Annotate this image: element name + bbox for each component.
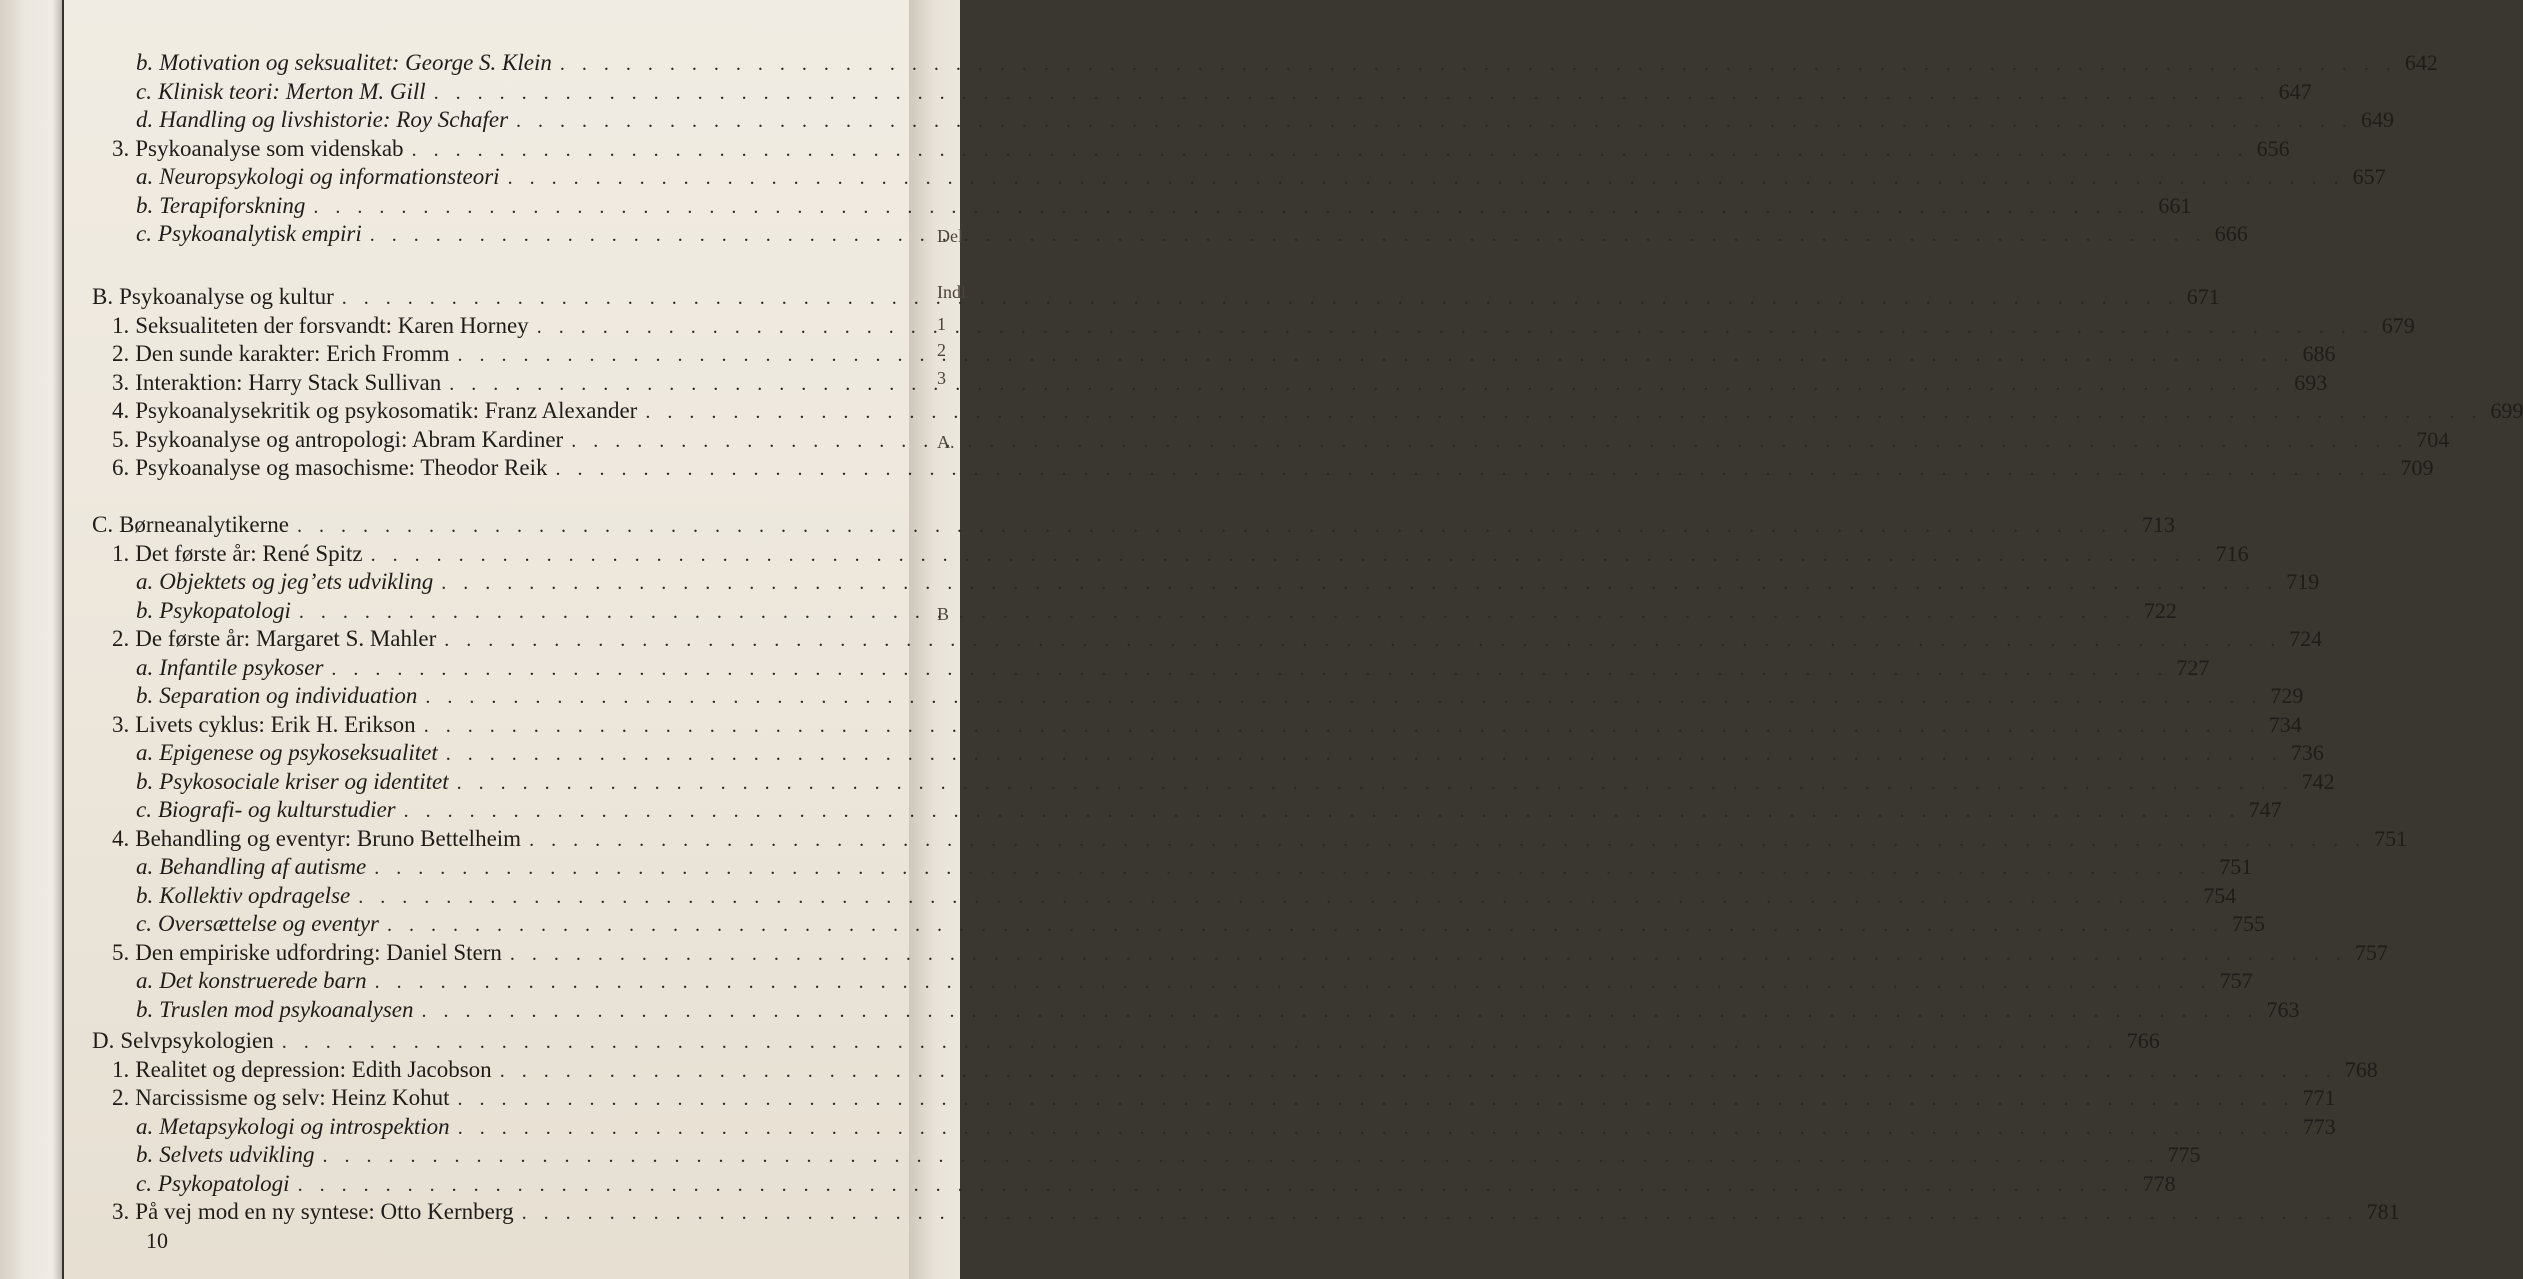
dot-leader [299,601,2136,624]
toc-entry-title: Interaktion: Harry Stack Sullivan [135,369,442,395]
toc-entry-number: b. [136,768,154,794]
toc-entry-page: 766 [2126,1028,2160,1053]
toc-entry-number: D. [92,1028,115,1053]
toc-entry [92,825,2408,855]
toc-entry-number: 3. [112,369,130,395]
toc-entry-title: Livets cyklus: Erik H. Erikson [135,711,416,737]
dot-leader [375,971,2212,994]
toc-entry-number: a. [136,569,154,594]
toc-section [92,1028,2400,1228]
dot-leader [458,1117,2295,1140]
toc-entry-title: Det første år: René Spitz [135,540,363,566]
toc-entry-number: 3. [112,135,130,161]
toc-entry-number: C. [92,512,114,537]
toc-entry [92,911,2265,940]
toc-entry-page: 657 [2352,164,2386,189]
toc-entry-title: Narcissisme og selv: Heinz Kohut [135,1085,450,1110]
toc-entry-page: 771 [2302,1085,2336,1110]
dot-leader [412,139,2249,162]
toc-entry-number: a. [136,740,154,765]
toc-entry [92,192,2192,222]
dot-leader [298,1174,2135,1197]
toc-entry [92,939,2388,969]
toc-entry-title: Neuropsykologi og informationsteori [159,164,500,189]
dot-leader [424,715,2261,738]
toc-entry-page: 773 [2302,1113,2336,1139]
toc-entry-number: b. [136,882,154,908]
right-page-fragment: B [937,604,950,624]
toc-entry-number: d. [136,107,154,132]
dot-leader [387,914,2224,937]
toc-entry [92,1113,2336,1143]
dot-leader [446,743,2283,766]
toc-entry [92,654,2210,684]
toc-entry-title: Selvets udvikling [159,1142,315,1167]
dot-leader [370,224,2207,247]
toc-entry-title: Epigenese og psykoseksualitet [159,740,438,765]
toc-entry-title: Kollektiv opdragelse [159,882,351,908]
toc-entry [92,882,2237,912]
dot-leader [434,82,2271,105]
toc-entry-page: 757 [2219,968,2253,993]
toc-entry-page: 656 [2256,135,2290,161]
toc-entry-page: 757 [2354,939,2388,965]
right-page-fragment: Del [937,226,963,246]
toc-entry [92,1142,2201,1171]
dot-leader [404,800,2241,823]
toc-entry-title: Psykopatologi [157,1170,290,1196]
toc-entry [92,569,2320,598]
dot-leader [282,1031,2119,1054]
right-page-fragment: 2 [937,340,946,360]
toc-entry [92,968,2253,997]
toc-entry-title: Børneanalytikerne [119,512,289,537]
toc-entry-title: Handling og livshistorie: Roy Schafer [159,107,509,132]
toc-entry-title: Psykoanalyse og kultur [119,284,334,309]
toc-entry-number: b. [136,192,154,218]
toc-entry-page: 661 [2158,192,2192,218]
toc-entry-page: 719 [2286,569,2320,594]
dot-leader [556,458,2393,481]
toc-entry-number: 5. [112,426,130,452]
toc-entry-number: 4. [112,825,130,851]
toc-entry-number: 3. [112,711,130,737]
toc-entry-page: 755 [2231,911,2265,936]
toc-entry-number: c. [136,78,152,104]
toc-entry-page: 734 [2268,711,2302,737]
toc-entry-page: 751 [2219,854,2253,879]
toc-entry-title: Psykoanalyse og antropologi: Abram Kardiner [135,426,564,452]
toc-entry-title: Objektets og jeg’ets udvikling [159,569,434,594]
toc-entry-page: 742 [2301,768,2335,794]
toc-entry-number: 2. [112,341,130,366]
toc-entry-number: c. [136,797,152,822]
toc-entry [92,1028,2160,1057]
toc-entry-number: a. [136,1113,154,1139]
dot-leader [322,1145,2159,1168]
toc-entry-page: 781 [2366,1199,2400,1224]
toc-entry-page: 709 [2400,455,2434,480]
toc-entry-number: 1. [112,312,130,338]
dot-leader [529,829,2366,852]
toc-entry [92,854,2253,883]
dot-leader [571,430,2408,453]
toc-entry-page: 693 [2294,369,2328,395]
toc-entry-page: 722 [2143,597,2177,623]
toc-entry-page: 775 [2167,1142,2201,1167]
toc-entry-title: Realitet og depression: Edith Jacobson [135,1056,492,1082]
dot-leader [422,1000,2259,1023]
toc-entry-title: Separation og individuation [159,683,418,708]
toc-entry-title: Selvpsykologien [120,1028,274,1053]
dot-leader [508,167,2345,190]
page-number: 10 [146,1228,168,1253]
toc-entry-title: Biografi- og kulturstudier [157,797,396,822]
toc-entry-number: a. [136,854,154,879]
toc-entry-number: 2. [112,626,130,651]
toc-entry-page: 716 [2215,540,2249,566]
toc-entry [92,312,2415,342]
toc-entry-number: b. [136,1142,154,1167]
toc-entry-page: 751 [2374,825,2408,851]
toc-entry-number: a. [136,164,154,189]
toc-entry-title: Det konstruerede barn [159,968,367,993]
toc-entry [92,164,2386,193]
toc-entry [92,426,2450,456]
dot-leader [358,886,2195,909]
toc-entry-number: B. [92,284,114,309]
toc-entry-number: a. [136,654,154,680]
toc-entry-number: b. [136,996,154,1022]
toc-entry-number: c. [136,221,152,246]
toc-entry-title: Klinisk teori: Merton M. Gill [157,78,426,104]
dot-leader [458,344,2295,367]
toc-entry-title: Metapsykologi og introspektion [159,1113,450,1139]
toc-entry-title: Psykoanalyse som videnskab [135,135,404,161]
toc-entry-title: Psykoanalyse og masochisme: Theodor Reik [135,455,548,480]
toc-entry [92,107,2395,136]
toc-entry [92,50,2438,79]
dot-leader [516,110,2353,133]
toc-entry [92,797,2282,826]
right-page-fragment: A. [937,432,955,452]
toc-entry [92,512,2175,541]
dot-leader [425,686,2262,709]
toc-entry [92,398,2523,427]
toc-entry-number: b. [136,597,154,623]
toc-entry-number: b. [136,50,154,75]
toc-entry-page: 727 [2176,654,2210,680]
toc-entry-number: 4. [112,398,130,423]
toc-entry-number: c. [136,911,152,936]
toc-entry-page: 747 [2248,797,2282,822]
right-page-fragment: 1 [937,314,946,334]
toc-entry [92,1170,2176,1200]
dot-leader [457,772,2294,795]
toc-entry-title: Infantile psykoser [159,654,324,680]
toc-entry-title: De første år: Margaret S. Mahler [135,626,437,651]
dot-leader [441,572,2278,595]
toc-entry-title: På vej mod en ny syntese: Otto Kernberg [135,1199,514,1224]
toc-entry [92,683,2304,712]
toc-entry-page: 642 [2404,50,2438,75]
dot-leader [522,1202,2359,1225]
toc-entry [92,1199,2400,1228]
toc-entry-page: 666 [2214,221,2248,246]
toc-entry-page: 647 [2278,78,2312,104]
toc-entry [92,1056,2378,1086]
toc-entry-title: Seksualiteten der forsvandt: Karen Horney [135,312,529,338]
toc-entry-page: 649 [2361,107,2395,132]
toc-entry-title: Terapiforskning [159,192,306,218]
toc-entry [92,135,2290,165]
dot-leader [449,373,2286,396]
toc-entry-page: 763 [2266,996,2300,1022]
toc-entry-title: Motivation og seksualitet: George S. Klein [159,50,552,75]
toc-entry-title: Den sunde karakter: Erich Fromm [135,341,450,366]
dot-leader [371,544,2208,567]
toc-entry [92,626,2323,655]
dot-leader [297,515,2134,538]
toc-entry-number: 1. [112,1056,130,1082]
dot-leader [458,1088,2295,1111]
toc-entry-number: 2. [112,1085,130,1110]
toc-entry-title: Psykosociale kriser og identitet [159,768,449,794]
toc-entry-number: c. [136,1170,152,1196]
toc-entry-page: 768 [2344,1056,2378,1082]
toc-entry-page: 704 [2416,426,2450,452]
dot-leader [560,53,2397,76]
toc-entry-page: 686 [2302,341,2336,366]
dot-leader [537,316,2374,339]
toc-entry-number: b. [136,683,154,708]
toc-entry-page: 736 [2290,740,2324,765]
toc-entry [92,455,2434,484]
dot-leader [313,196,2150,219]
right-page-fragment: 3 [937,368,946,388]
dot-leader [342,287,2179,310]
right-page-fragment: Indl [937,282,966,302]
toc-entry-page: 713 [2141,512,2175,537]
toc-entry-number: 3. [112,1199,130,1224]
toc-entry-title: Psykoanalytisk empiri [157,221,362,246]
toc-entry [92,711,2302,741]
toc-entry-number: 6. [112,455,130,480]
toc-entry [92,597,2177,627]
toc-entry-page: 671 [2186,284,2220,309]
toc-entry-page: 778 [2142,1170,2176,1196]
toc-entry [92,768,2335,798]
toc-entry-title: Truslen mod psykoanalysen [159,996,414,1022]
dot-leader [374,857,2211,880]
toc-entry [92,740,2324,769]
toc-entry [92,996,2300,1026]
toc-entry-title: Behandling og eventyr: Bruno Bettelheim [135,825,522,851]
toc-entry-page: 699 [2490,398,2523,423]
toc-entry-page: 729 [2270,683,2304,708]
toc-entry-title: Psykoanalysekritik og psykosomatik: Franz Alexander [135,398,638,423]
dot-leader [444,629,2281,652]
toc-entry-number: 1. [112,540,130,566]
toc-entry [92,78,2312,108]
toc-entry [92,1085,2336,1114]
toc-entry-title: Den empiriske udfordring: Daniel Stern [135,939,502,965]
toc-entry-title: Behandling af autisme [159,854,367,879]
toc-entry [92,341,2336,370]
toc-entry-page: 724 [2289,626,2323,651]
toc-entry-number: a. [136,968,154,993]
toc-entry-number: 5. [112,939,130,965]
dot-leader [331,658,2168,681]
toc-entry-page: 754 [2203,882,2237,908]
toc-section [92,512,2408,1025]
dot-leader [500,1060,2337,1083]
toc-entry-page: 679 [2381,312,2415,338]
toc-entry [92,369,2328,399]
toc-entry [92,540,2249,570]
dot-leader [645,401,2482,424]
toc-entry-title: Psykopatologi [159,597,291,623]
toc-entry-title: Oversættelse og eventyr [157,911,379,936]
dot-leader [510,943,2347,966]
